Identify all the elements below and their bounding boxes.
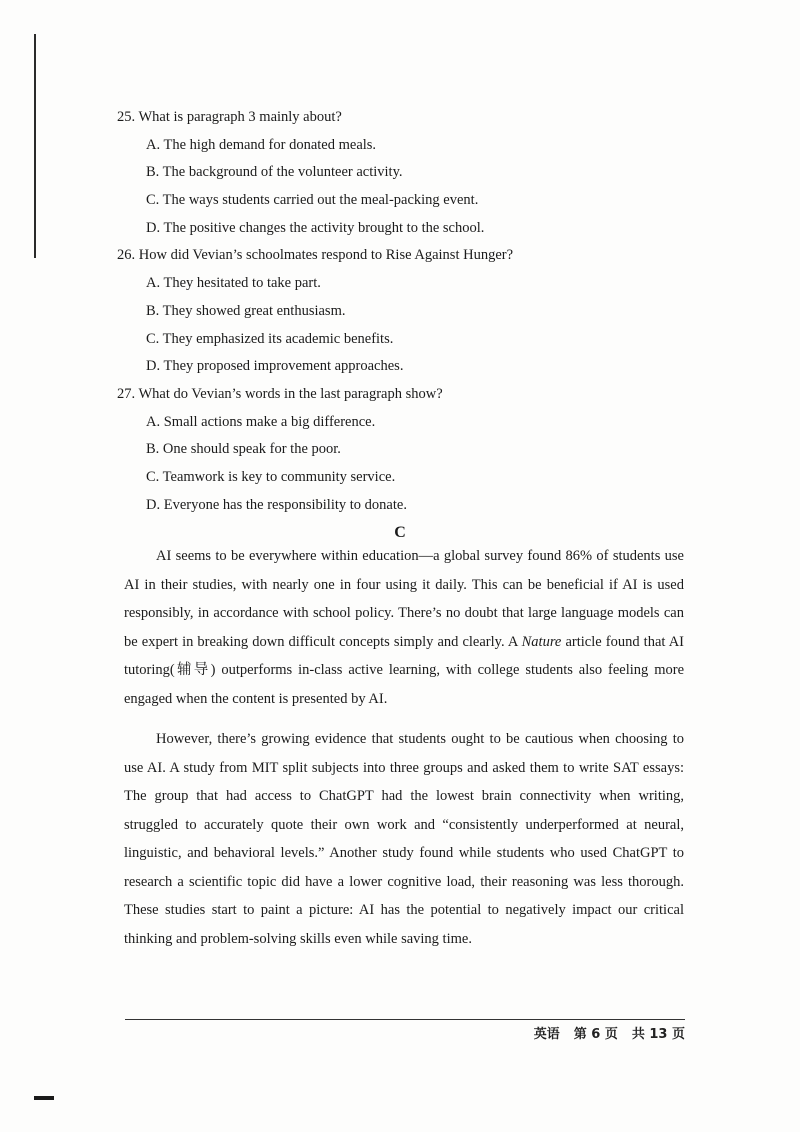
answer-option: C. The ways students carried out the meal-packing event. bbox=[146, 192, 479, 209]
paragraph-text: AI seems to be everywhere within education—a global survey found 86% of students use AI in their studies, with nearly one in four using it daily. This can be beneficial if AI is used responsibly, in accordance with school policy. There’s no doubt that large language models can be expert in breaking down difficult concepts simply and clearly. A bbox=[124, 548, 684, 650]
question-text: How did Vevian’s schoolmates respond to Rise Against Hunger? bbox=[138, 247, 514, 264]
paragraph-text: article found that AI tutoring(辅导) outperforms in-class active learning, with college students also feeling more engaged when the content is presented by AI. bbox=[124, 633, 684, 707]
journal-title: Nature bbox=[521, 633, 562, 650]
answer-option: B. The background of the volunteer activity. bbox=[146, 164, 403, 181]
page-footer bbox=[470, 1024, 685, 1046]
section-heading: C bbox=[394, 524, 406, 541]
answer-option: C. Teamwork is key to community service. bbox=[146, 468, 396, 485]
answer-option: A. They hesitated to take part. bbox=[146, 275, 321, 292]
footer-page-total: 共 13 页 bbox=[631, 1027, 685, 1042]
answer-option: A. The high demand for donated meals. bbox=[146, 136, 377, 153]
footer-page-number: 第 6 页 bbox=[573, 1027, 618, 1042]
answer-option: B. They showed great enthusiasm. bbox=[146, 302, 346, 319]
passage-paragraph: However, there’s growing evidence that students ought to be cautious when choosing to use AI. A study from MIT split subjects into three groups and asked them to write SAT essays: The group that had access to ChatGPT had the lowest brain connectivity when writing, struggled to accurately quote their own work and “consistently underperformed at neural, linguistic, and behavioral levels.” Another study found while students who used ChatGPT to research a scientific topic did have a lower cognitive load, their reasoning was less thorough. These studies start to paint a picture: AI has the potential to negatively impact our critical thinking and problem-solving skills even while saving time. bbox=[124, 731, 684, 947]
question-text: What is paragraph 3 mainly about? bbox=[138, 109, 342, 125]
question-number: 27. bbox=[117, 385, 136, 402]
question-list bbox=[117, 104, 717, 519]
question-stem bbox=[117, 381, 717, 409]
footer-subject: 英语 bbox=[533, 1027, 560, 1042]
question-stem bbox=[117, 104, 717, 132]
answer-option: A. Small actions make a big difference. bbox=[146, 413, 376, 430]
question-number: 25. bbox=[117, 109, 136, 125]
question-number: 26. bbox=[117, 247, 136, 264]
answer-option: B. One should speak for the poor. bbox=[146, 441, 341, 458]
reading-passage bbox=[124, 542, 684, 965]
question-stem bbox=[117, 242, 717, 270]
scan-corner-mark bbox=[34, 1096, 54, 1100]
answer-option: D. They proposed improvement approaches. bbox=[146, 358, 404, 375]
passage-paragraph bbox=[124, 542, 684, 713]
binding-margin-line bbox=[34, 34, 36, 258]
footer-divider bbox=[125, 1019, 685, 1020]
question-text: What do Vevian’s words in the last paragraph show? bbox=[138, 385, 443, 402]
answer-option: D. The positive changes the activity brought to the school. bbox=[146, 219, 485, 236]
answer-option: D. Everyone has the responsibility to donate. bbox=[146, 496, 407, 513]
answer-option: C. They emphasized its academic benefits. bbox=[146, 330, 394, 347]
